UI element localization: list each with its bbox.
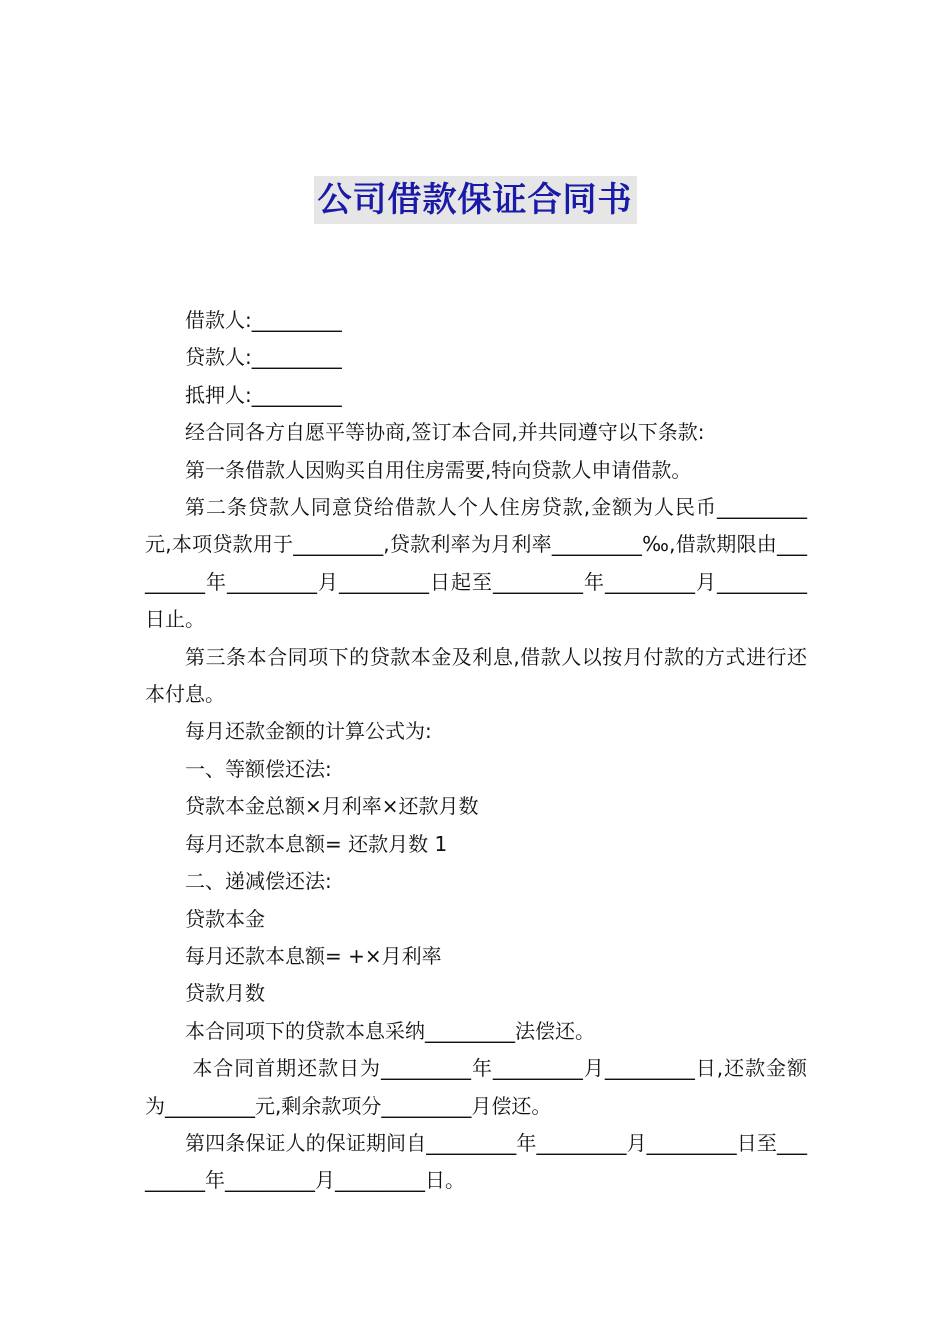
mortgagor-line: 抵押人:_________ bbox=[185, 382, 342, 407]
document-title: 公司借款保证合同书 bbox=[314, 176, 637, 224]
first-repayment-paragraph: 本合同首期还款日为_________年_________月_________日,还款金额为_________元,剩余款项分_________月偿还。 bbox=[145, 1056, 808, 1118]
repayment-method-line: 本合同项下的贷款本息采纳_________法偿还。 bbox=[185, 1018, 595, 1043]
article-1-paragraph: 第一条借款人因购买自用住房需要,特向贷款人申请借款。 bbox=[185, 457, 692, 482]
method-2-denominator: 贷款月数 bbox=[185, 981, 265, 1006]
article-4-paragraph: 第四条保证人的保证期间自_________年_________月_________日至_________年_________月_________日。 bbox=[145, 1130, 807, 1193]
method-2-heading: 二、递减偿还法: bbox=[185, 869, 332, 894]
borrower-line: 借款人:_________ bbox=[185, 308, 342, 332]
preamble-paragraph: 经合同各方自愿平等协商,签订本合同,并共同遵守以下条款: bbox=[185, 420, 705, 445]
method-2-numerator: 贷款本金 bbox=[185, 906, 265, 931]
article-3-paragraph: 第三条本合同项下的贷款本金及利息,借款人以按月付款的方式进行还本付息。 bbox=[145, 644, 807, 707]
method-2-formula: 每月还款本息额= +×月利率 bbox=[185, 943, 442, 968]
lender-line: 贷款人:_________ bbox=[185, 345, 342, 370]
formula-intro: 每月还款金额的计算公式为: bbox=[185, 719, 432, 744]
title-container bbox=[0, 176, 950, 224]
document-body bbox=[145, 302, 807, 1200]
article-2-paragraph: 第二条贷款人同意贷给借款人个人住房贷款,金额为人民币_________元,本项贷款用于_________,贷款利率为月利率_________‰,借款期限由_________年_________月_________日起至_________年_________月_________日止。 bbox=[145, 495, 807, 632]
method-1-heading: 一、等额偿还法: bbox=[185, 756, 332, 781]
method-1-numerator: 贷款本金总额×月利率×还款月数 bbox=[185, 794, 479, 819]
method-1-formula: 每月还款本息额= 还款月数 1 bbox=[185, 831, 448, 856]
